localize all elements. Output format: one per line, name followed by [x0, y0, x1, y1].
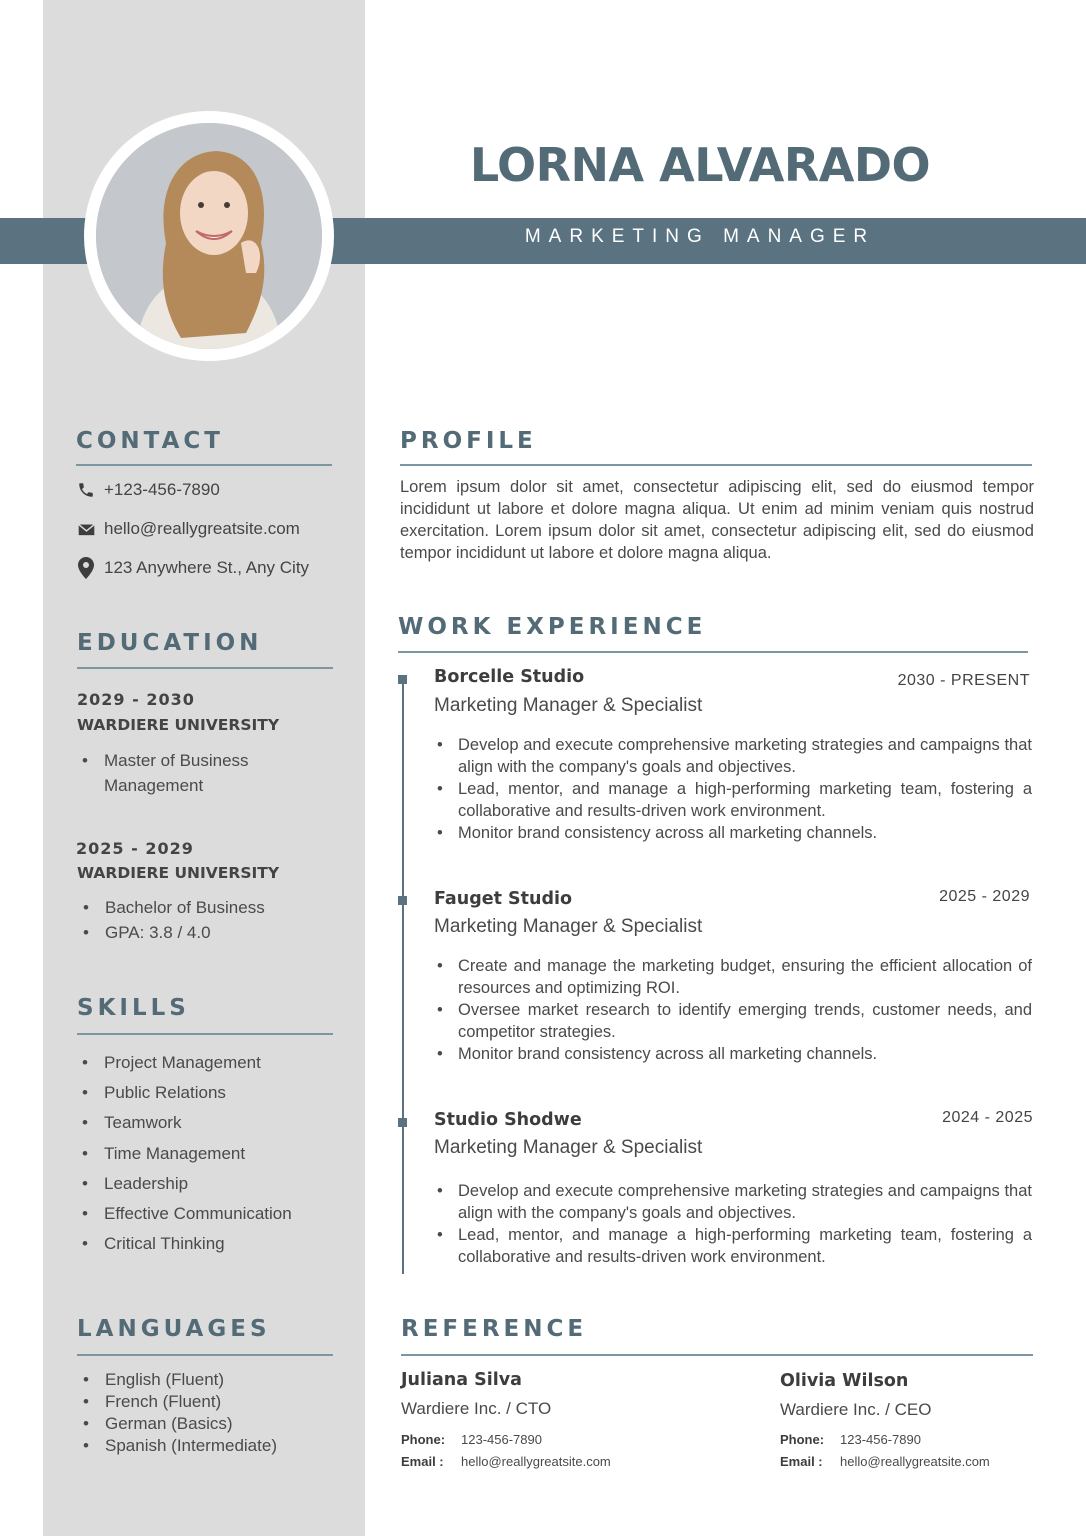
reference-heading: REFERENCE	[401, 1316, 588, 1342]
profile-text: Lorem ipsum dolor sit amet, consectetur adipiscing elit, sed do eiusmod tempor incididunt ut labore et dolore magna aliqua. Ut enim ad minim veniam quis nostrud exercitation. Lorem ipsum dolor sit amet, consectetur adipiscing elit, sed do eiusmod tempor incididunt ut labore et dolore magna aliqua.	[400, 478, 1034, 562]
list-item: • Bachelor of Business	[78, 895, 318, 920]
phone-label: Phone:	[780, 1432, 825, 1447]
job-bullets	[434, 734, 1032, 844]
contact-phone: +123-456-7890	[104, 480, 220, 499]
job-company: Fauget Studio	[434, 889, 573, 909]
skills-divider	[77, 1033, 333, 1035]
skills-heading: SKILLS	[77, 995, 190, 1021]
work-heading: WORK EXPERIENCE	[398, 614, 707, 640]
reference-phone-row	[401, 1432, 542, 1447]
job-company: Studio Shodwe	[434, 1110, 582, 1130]
reference-org: Wardiere Inc. / CEO	[780, 1400, 932, 1419]
job-dates: 2025 - 2029	[939, 888, 1030, 905]
contact-email-row	[76, 519, 300, 539]
reference-email[interactable]: hello@reallygreatsite.com	[840, 1454, 990, 1469]
list-item: • Time Management	[77, 1139, 337, 1169]
contact-heading: CONTACT	[76, 428, 224, 454]
contact-phone-row	[76, 480, 220, 500]
timeline-marker	[398, 675, 407, 684]
list-item: • Critical Thinking	[77, 1229, 337, 1259]
education-years: 2029 - 2030	[77, 690, 195, 709]
list-item: • Monitor brand consistency across all marketing channels.	[434, 1043, 1032, 1065]
contact-email[interactable]: hello@reallygreatsite.com	[104, 519, 300, 538]
education-school: WARDIERE UNIVERSITY	[77, 864, 280, 882]
timeline-marker	[398, 1118, 407, 1127]
profile-heading: PROFILE	[400, 428, 537, 454]
job-dates: 2030 - PRESENT	[897, 672, 1030, 689]
email-label: Email :	[401, 1454, 444, 1469]
skills-list	[77, 1048, 337, 1259]
timeline-line	[402, 678, 404, 1274]
reference-phone-row	[780, 1432, 921, 1447]
list-item: • Spanish (Intermediate)	[78, 1435, 338, 1457]
reference-email-row	[780, 1454, 990, 1469]
location-pin-icon	[76, 557, 96, 579]
job-dates: 2024 - 2025	[942, 1109, 1033, 1126]
list-item: • Master of Business Management	[77, 748, 297, 798]
contact-address: 123 Anywhere St., Any City	[104, 558, 310, 577]
education-school: WARDIERE UNIVERSITY	[77, 716, 280, 734]
list-item: • German (Basics)	[78, 1413, 338, 1435]
list-item: • Teamwork	[77, 1108, 337, 1138]
list-item: • Lead, mentor, and manage a high-performing marketing team, fostering a collaborative and results-driven work environment.	[434, 778, 1032, 822]
phone-icon	[76, 481, 96, 499]
profile-photo	[96, 123, 322, 349]
list-item: • Effective Communication	[77, 1199, 337, 1229]
education-items	[77, 748, 297, 798]
portrait-illustration	[96, 123, 322, 349]
list-item: • Lead, mentor, and manage a high-performing marketing team, fostering a collaborative and results-driven work environment.	[434, 1224, 1032, 1268]
list-item: • French (Fluent)	[78, 1391, 338, 1413]
languages-list	[78, 1369, 338, 1457]
job-company: Borcelle Studio	[434, 667, 585, 687]
job-bullets	[434, 1180, 1032, 1268]
list-item: • Develop and execute comprehensive marketing strategies and campaigns that align with the company's goals and objectives.	[434, 1180, 1032, 1224]
education-heading: EDUCATION	[77, 630, 263, 656]
list-item: • GPA: 3.8 / 4.0	[78, 920, 318, 945]
profile-divider	[400, 464, 1032, 466]
timeline-marker	[398, 896, 407, 905]
list-item: • Oversee market research to identify emerging trends, customer needs, and competitor strategies.	[434, 999, 1032, 1043]
job-role: MARKETING MANAGER	[524, 226, 876, 247]
reference-divider	[401, 1354, 1033, 1356]
phone-label: Phone:	[401, 1432, 446, 1447]
contact-divider	[76, 464, 332, 466]
email-label: Email :	[780, 1454, 823, 1469]
reference-phone: 123-456-7890	[840, 1432, 921, 1447]
list-item: • Monitor brand consistency across all marketing channels.	[434, 822, 1032, 844]
languages-heading: LANGUAGES	[77, 1316, 271, 1342]
education-items	[78, 895, 318, 945]
reference-name: Juliana Silva	[401, 1370, 522, 1390]
reference-org: Wardiere Inc. / CTO	[401, 1399, 552, 1418]
education-years: 2025 - 2029	[76, 839, 194, 858]
languages-divider	[77, 1354, 333, 1356]
reference-phone: 123-456-7890	[461, 1432, 542, 1447]
job-title: Marketing Manager & Specialist	[434, 916, 703, 937]
job-title: Marketing Manager & Specialist	[434, 695, 703, 716]
work-divider	[398, 651, 1028, 653]
list-item: • Develop and execute comprehensive marketing strategies and campaigns that align with the company's goals and objectives.	[434, 734, 1032, 778]
education-divider	[77, 667, 333, 669]
job-bullets	[434, 955, 1032, 1065]
list-item: • Public Relations	[77, 1078, 337, 1108]
list-item: • Project Management	[77, 1048, 337, 1078]
list-item: • English (Fluent)	[78, 1369, 338, 1391]
contact-address-row	[76, 557, 309, 579]
reference-name: Olivia Wilson	[780, 1371, 909, 1391]
reference-email[interactable]: hello@reallygreatsite.com	[461, 1454, 611, 1469]
list-item: • Leadership	[77, 1169, 337, 1199]
list-item: • Create and manage the marketing budget, ensuring the efficient allocation of resources and optimizing ROI.	[434, 955, 1032, 999]
email-icon	[76, 523, 96, 536]
job-title: Marketing Manager & Specialist	[434, 1137, 703, 1158]
reference-email-row	[401, 1454, 611, 1469]
candidate-name: LORNA ALVARADO	[469, 138, 931, 192]
